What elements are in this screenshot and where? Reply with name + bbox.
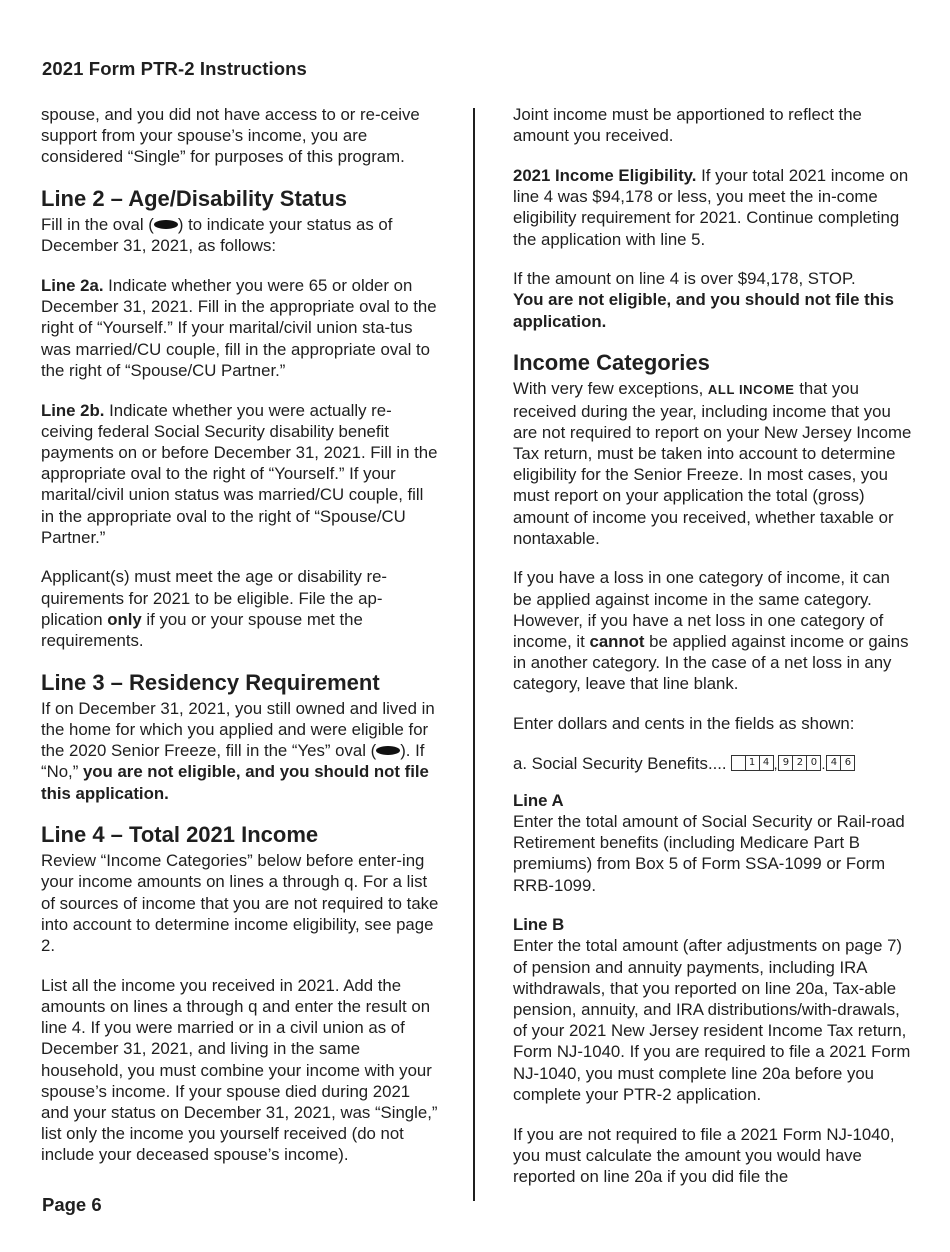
example-label: a. Social Security Benefits.... (513, 753, 727, 773)
digit-box: 4 (759, 755, 774, 771)
income-p2-a: If you have a loss in one category of income, it can be applied against income in the same category. However, if you have a net loss in one category of income, it (513, 568, 890, 652)
income-p1-b: that you received during the year, including income that you are not required to report on your New Jersey Income Tax return, must be taken into account to determine eligibility for the Senior Freeze. In most cases, you must report on your application the total (gross) amount of income you received, whether taxable or nontaxable. (513, 379, 912, 548)
digit-box: 9 (778, 755, 793, 771)
line2a-text: Indicate whether you were 65 or older on December 31, 2021. Fill in the appropriate oval to the right of “Yourself.” If your marital/civil union sta-tus was married/CU couple, fill in the appropriate oval to the right of “Spouse/CU Partner.” (41, 276, 437, 380)
line2b-text: Indicate whether you were actually re-ceiving federal Social Security disability benefit payments on or before December 31, 2021. Fill in the appropriate oval to the right of “Yourself.” If your marital/civil union status was married/CU couple, fill in the appropriate oval to the right of “Spouse/CU Partner.” (41, 400, 438, 547)
right-column (513, 104, 913, 1206)
filled-oval-icon (154, 220, 178, 229)
all-income-caps: ALL INCOME (707, 382, 795, 398)
line4-paragraph-2: List all the income you received in 2021. Add the amounts on lines a through q and enter the result on line 4. If you were married or in a civil union as of December 31, 2021, and living in the same household, you must combine your income with your spouse’s income. If your spouse died during 2021 and your status on December 31, 2021, was “Single,” list only the income you yourself received (do not include your deceased spouse’s income). (41, 975, 438, 1165)
cannot-bold: cannot (589, 632, 645, 652)
line4-heading: Line 4 – Total 2021 Income (41, 822, 319, 848)
example-entry (513, 753, 913, 774)
line2-intro (41, 214, 441, 256)
line2-intro-a: Fill in the oval ( (41, 215, 154, 235)
line3-text-b: ). If “No,” (41, 741, 425, 782)
page-title: 2021 Form PTR-2 Instructions (42, 58, 307, 79)
line2-intro-b: ) to indicate your status as of December 31, 2021, as follows: (41, 215, 393, 256)
eligibility-text: If your total 2021 income on line 4 was $94,178 or less, you meet the in-come eligibility requirement for 2021. Continue completing the application with line 5. (513, 165, 909, 249)
eligibility-label: 2021 Income Eligibility. (513, 165, 697, 185)
digit-box (731, 755, 746, 771)
income-categories-paragraph-3: Enter dollars and cents in the fields as shown: (513, 714, 855, 734)
income-p1-a: With very few exceptions, (513, 379, 708, 399)
line3-heading: Line 3 – Residency Requirement (41, 669, 380, 695)
income-categories-paragraph-1 (513, 378, 913, 549)
applicants-text-b: if you or your spouse met the requirements. (41, 609, 363, 651)
eligibility-paragraph (513, 165, 913, 250)
line2-heading: Line 2 – Age/Disability Status (41, 186, 348, 212)
filled-oval-icon (376, 746, 400, 755)
decimal-separator: . (821, 756, 826, 773)
income-p2-b: be applied against income or gains in another category. In the case of a net loss in any category, leave that line blank. (513, 632, 909, 694)
lineA-paragraph: Enter the total amount of Social Security or Rail-road Retirement benefits (including Medicare Part B premiums) from Box 5 of Form SSA-1099 or Form RRB-1099. (513, 812, 905, 895)
line3-paragraph (41, 698, 441, 804)
applicants-text-a: Applicant(s) must meet the age or disability re-quirements for 2021 to be eligible. File the ap-plication (41, 567, 388, 629)
page-number: Page 6 (42, 1194, 102, 1215)
line2b-label: Line 2b. (41, 400, 105, 420)
digit-box: 2 (792, 755, 807, 771)
applicants-only: only (107, 609, 142, 629)
lineA-heading: Line A (513, 791, 564, 811)
line2a-paragraph (41, 275, 441, 381)
stop-paragraph (513, 268, 913, 332)
joint-income-paragraph: Joint income must be apportioned to reflect the amount you received. (513, 105, 862, 146)
stop-text: If the amount on line 4 is over $94,178, STOP. (513, 269, 856, 289)
stop-warning: You are not eligible, and you should not file this application. (513, 290, 895, 331)
lineB-paragraph-2: If you are not required to file a 2021 Form NJ-1040, you must calculate the amount you would have reported on line 20a if you did file the (513, 1124, 895, 1186)
line3-warning: you are not eligible, and you should not file this application. (41, 762, 429, 803)
line3-text-a: If on December 31, 2021, you still owned and lived in the home for which you applied and were eligible for the 2020 Senior Freeze, fill in the “Yes” oval ( (41, 698, 435, 761)
line2a-label: Line 2a. (41, 276, 104, 296)
digit-box: 4 (826, 755, 841, 771)
digit-box: 1 (745, 755, 760, 771)
column-divider (473, 108, 475, 1201)
example-digit-boxes (731, 755, 855, 771)
income-categories-paragraph-2 (513, 567, 913, 694)
paragraph-continued: spouse, and you did not have access to or re-ceive support from your spouse’s income, you are considered “Single” for purposes of this program. (41, 105, 420, 167)
line4-paragraph-1: Review “Income Categories” below before enter-ing your income amounts on lines a through q. For a list of sources of income that you are not required to take into account to determine income eligibility, see page 2. (41, 851, 439, 956)
comma-separator: , (773, 756, 778, 773)
lineB-paragraph-1: Enter the total amount (after adjustments on page 7) of pension and annuity payments, including IRA withdrawals, that you reported on line 20a, Tax-able pension, annuity, and IRA distributions/with-drawals, of your 2021 New Jersey resident Income Tax return, Form NJ-1040. If you are required to file a 2021 Form NJ-1040, you must complete line 20a before you complete your PTR-2 application. (513, 936, 911, 1104)
income-categories-heading: Income Categories (513, 350, 710, 376)
left-column (41, 104, 441, 1184)
lineB-heading: Line B (513, 915, 565, 935)
digit-box: 6 (840, 755, 855, 771)
applicants-paragraph (41, 566, 441, 651)
line2b-paragraph (41, 400, 441, 548)
digit-box: 0 (806, 755, 821, 771)
